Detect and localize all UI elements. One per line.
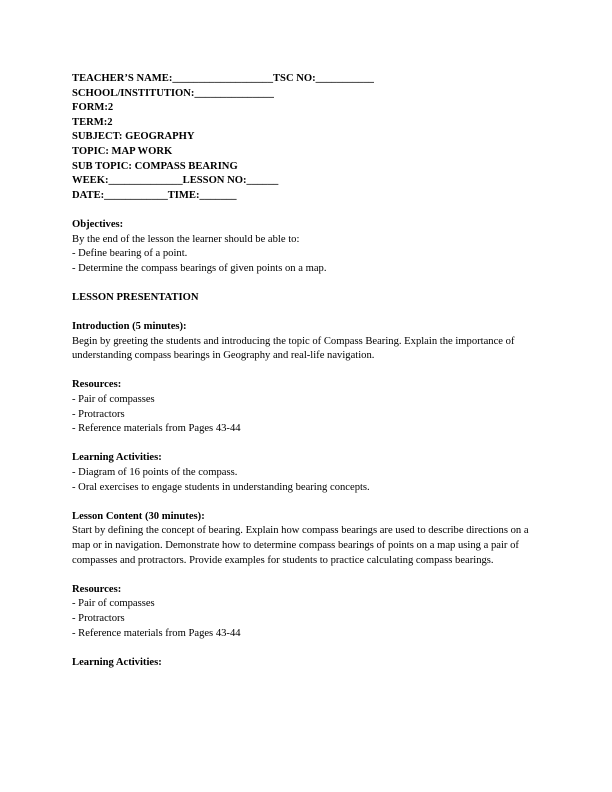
resource-item: - Pair of compasses [72,598,155,610]
objective-item: - Define bearing of a point. [72,248,188,260]
spacer [72,568,540,583]
topic-line: TOPIC: MAP WORK [72,145,173,157]
spacer [72,641,540,656]
lesson-presentation-title: LESSON PRESENTATION [72,291,199,303]
learning-activity-item: - Oral exercises to engage students in understanding bearing concepts. [72,481,370,493]
week-lesson-line: WEEK:______________LESSON NO:______ [72,175,279,187]
spacer [72,495,540,510]
objectives-title: Objectives: [72,218,124,230]
resource-item: - Pair of compasses [72,394,155,406]
lesson-content-text: Start by defining the concept of bearing. Explain how compass bearings are used to describe directions on a map or in navigation. Demonstrate how to determine compass bearings of points on a map using a pair of compasses and protractors. Provide examples for students to practice calculating compass bearings. [72,525,529,566]
lesson-content-title: Lesson Content (30 minutes): [72,510,205,522]
introduction-title: Introduction (5 minutes): [72,321,187,333]
learning-activities-title: Learning Activities: [72,452,162,464]
teacher-name-line: TEACHER’S NAME:___________________TSC NO:___________ [72,73,374,84]
learning-activities-title: Learning Activities: [72,656,162,668]
school-line: SCHOOL/INSTITUTION:_______________ [72,87,274,99]
form-line: FORM:2 [72,102,114,114]
resources-title: Resources: [72,583,122,595]
resource-item: - Protractors [72,408,125,420]
spacer [72,437,540,452]
resource-item: - Reference materials from Pages 43-44 [72,423,241,435]
objectives-intro: By the end of the lesson the learner should be able to: [72,233,300,245]
spacer [72,203,540,218]
term-line: TERM:2 [72,116,113,128]
objective-item: - Determine the compass bearings of given points on a map. [72,262,327,274]
introduction-text: Begin by greeting the students and introducing the topic of Compass Bearing. Explain the importance of understanding compass bearings in Geography and real-life navigation. [72,335,515,362]
resource-item: - Protractors [72,612,125,624]
learning-activity-item: - Diagram of 16 points of the compass. [72,467,238,479]
spacer [72,364,540,379]
spacer [72,306,540,321]
document-page [72,72,540,670]
sub-topic-line: SUB TOPIC: COMPASS BEARING [72,160,238,172]
spacer [72,276,540,291]
resource-item: - Reference materials from Pages 43-44 [72,627,241,639]
date-time-line: DATE:____________TIME:_______ [72,189,237,201]
resources-title: Resources: [72,379,122,391]
subject-line: SUBJECT: GEOGRAPHY [72,131,195,143]
